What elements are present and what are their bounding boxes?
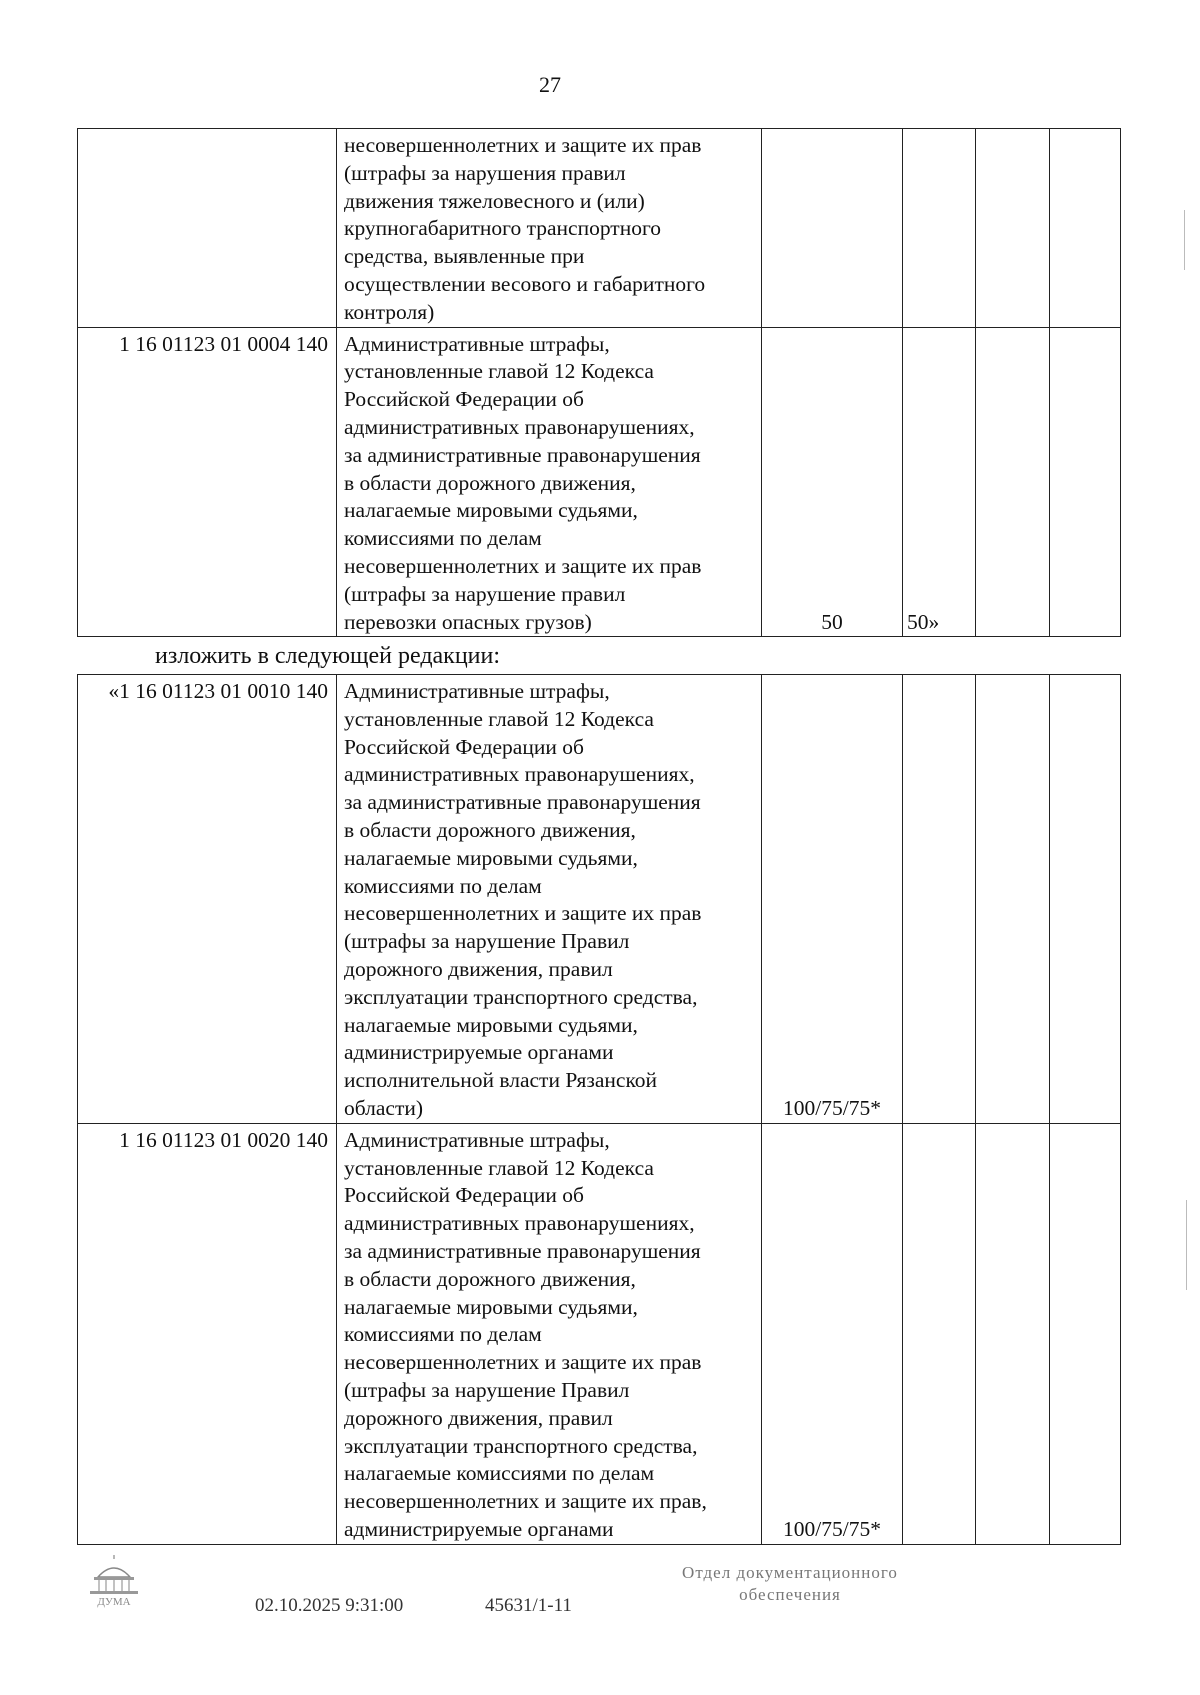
income-name-cell <box>337 1123 762 1544</box>
logo-text: ДУМА <box>97 1596 131 1608</box>
department-stamp <box>640 1562 940 1606</box>
scan-artifact <box>1184 210 1185 270</box>
income-name-line: установленные главой 12 Кодекса <box>344 359 654 384</box>
budget-code-cell: «1 16 01123 01 0010 140 <box>78 675 337 1124</box>
income-name-line: в области дорожного движения, <box>344 470 636 495</box>
income-name-line: осуществлении весового и габаритного <box>344 271 706 296</box>
income-name-line: эксплуатации транспортного средства, <box>344 1433 698 1458</box>
norm-value1-cell: 50 <box>762 327 903 637</box>
income-name-line: за административные правонарушения <box>344 790 701 815</box>
income-name-line: Российской Федерации об <box>344 1183 584 1208</box>
income-name-line: (штрафы за нарушение правил <box>344 581 626 606</box>
income-name-line: Административные штрафы, <box>344 1127 610 1152</box>
income-name-line: в области дорожного движения, <box>344 1266 636 1291</box>
table-row <box>78 327 1121 637</box>
income-name-line: Административные штрафы, <box>344 331 610 356</box>
norm-value1-cell <box>762 129 903 328</box>
income-name-line: за административные правонарушения <box>344 1238 701 1263</box>
table-row <box>78 1123 1121 1544</box>
income-name-line: перевозки опасных грузов) <box>344 609 592 634</box>
norm-value4-cell <box>1050 675 1121 1124</box>
income-name-line: средства, выявленные при <box>344 244 585 269</box>
norm-value2-cell <box>903 1123 976 1544</box>
budget-code-cell: 1 16 01123 01 0004 140 <box>78 327 337 637</box>
income-name-line: несовершеннолетних и защите их прав, <box>344 1489 707 1514</box>
income-name-line: комиссиями по делам <box>344 873 542 898</box>
norm-value4-cell <box>1050 327 1121 637</box>
scan-artifact <box>1186 1200 1187 1290</box>
budget-code-cell <box>78 129 337 328</box>
table-row <box>78 129 1121 328</box>
income-name-line: в области дорожного движения, <box>344 817 636 842</box>
norm-value3-cell <box>976 327 1050 637</box>
income-name-line: Административные штрафы, <box>344 679 610 703</box>
norm-value4-cell <box>1050 129 1121 328</box>
stamp-line-2: обеспечения <box>739 1585 841 1604</box>
income-name-line: налагаемые мировыми судьями, <box>344 498 638 523</box>
norm-value1-cell: 100/75/75* <box>762 675 903 1124</box>
income-name-line: эксплуатации транспортного средства, <box>344 984 698 1009</box>
norm-value3-cell <box>976 675 1050 1124</box>
income-name-line: движения тяжеловесного и (или) <box>344 188 645 213</box>
income-name-line: (штрафы за нарушение Правил <box>344 1377 630 1402</box>
stamp-line-1: Отдел документационного <box>682 1563 898 1582</box>
income-name-line: администрируемые органами <box>344 1040 614 1065</box>
income-name-line: контроля) <box>344 299 435 324</box>
page-number: 27 <box>539 72 561 97</box>
income-name-line: Российской Федерации об <box>344 734 584 759</box>
income-name-line: (штрафы за нарушения правил <box>344 160 626 185</box>
budget-table-after <box>77 674 1121 1545</box>
income-name-line: административных правонарушениях, <box>344 414 695 439</box>
income-name-line: налагаемые комиссиями по делам <box>344 1461 655 1486</box>
footer-doc-number: 45631/1-11 <box>485 1595 572 1616</box>
norm-value3-cell <box>976 129 1050 328</box>
norm-value2-cell <box>903 129 976 328</box>
income-name-line: области) <box>344 1095 424 1120</box>
income-name-line: несовершеннолетних и защите их прав <box>344 133 702 157</box>
footer-timestamp: 02.10.2025 9:31:00 <box>255 1595 404 1616</box>
income-name-line: административных правонарушениях, <box>344 1211 695 1236</box>
income-name-cell <box>337 327 762 637</box>
norm-value4-cell <box>1050 1123 1121 1544</box>
table-body-before <box>78 129 1121 637</box>
income-name-line: налагаемые мировыми судьями, <box>344 845 638 870</box>
income-name-line: за административные правонарушения <box>344 442 701 467</box>
income-name-line: исполнительной власти Рязанской <box>344 1068 658 1093</box>
income-name-line: налагаемые мировыми судьями, <box>344 1012 638 1037</box>
income-name-line: налагаемые мировыми судьями, <box>344 1294 638 1319</box>
norm-value1-cell: 100/75/75* <box>762 1123 903 1544</box>
income-name-line: дорожного движения, правил <box>344 956 613 981</box>
income-name-line: установленные главой 12 Кодекса <box>344 1155 654 1180</box>
income-name-line: (штрафы за нарушение Правил <box>344 929 630 954</box>
norm-value3-cell <box>976 1123 1050 1544</box>
income-name-line: несовершеннолетних и защите их прав <box>344 901 702 926</box>
norm-value2-cell <box>903 675 976 1124</box>
income-name-line: комиссиями по делам <box>344 1322 542 1347</box>
income-name-line: административных правонарушениях, <box>344 762 695 787</box>
income-name-line: установленные главой 12 Кодекса <box>344 706 654 731</box>
budget-code-cell: 1 16 01123 01 0020 140 <box>78 1123 337 1544</box>
income-name-cell <box>337 675 762 1124</box>
income-name-line: несовершеннолетних и защите их прав <box>344 553 702 578</box>
table-row <box>78 675 1121 1124</box>
income-name-line: несовершеннолетних и защите их прав <box>344 1350 702 1375</box>
budget-table-before <box>77 128 1121 637</box>
income-name-cell <box>337 129 762 328</box>
income-name-line: Российской Федерации об <box>344 387 584 412</box>
norm-value2-cell: 50» <box>903 327 976 637</box>
income-name-line: администрируемые органами <box>344 1516 614 1541</box>
income-name-line: дорожного движения, правил <box>344 1405 613 1430</box>
table-body-after <box>78 675 1121 1545</box>
amendment-instruction: изложить в следующей редакции: <box>155 643 501 669</box>
duma-logo-icon <box>84 1555 144 1609</box>
income-name-line: комиссиями по делам <box>344 526 542 551</box>
income-name-line: крупногабаритного транспортного <box>344 216 661 241</box>
